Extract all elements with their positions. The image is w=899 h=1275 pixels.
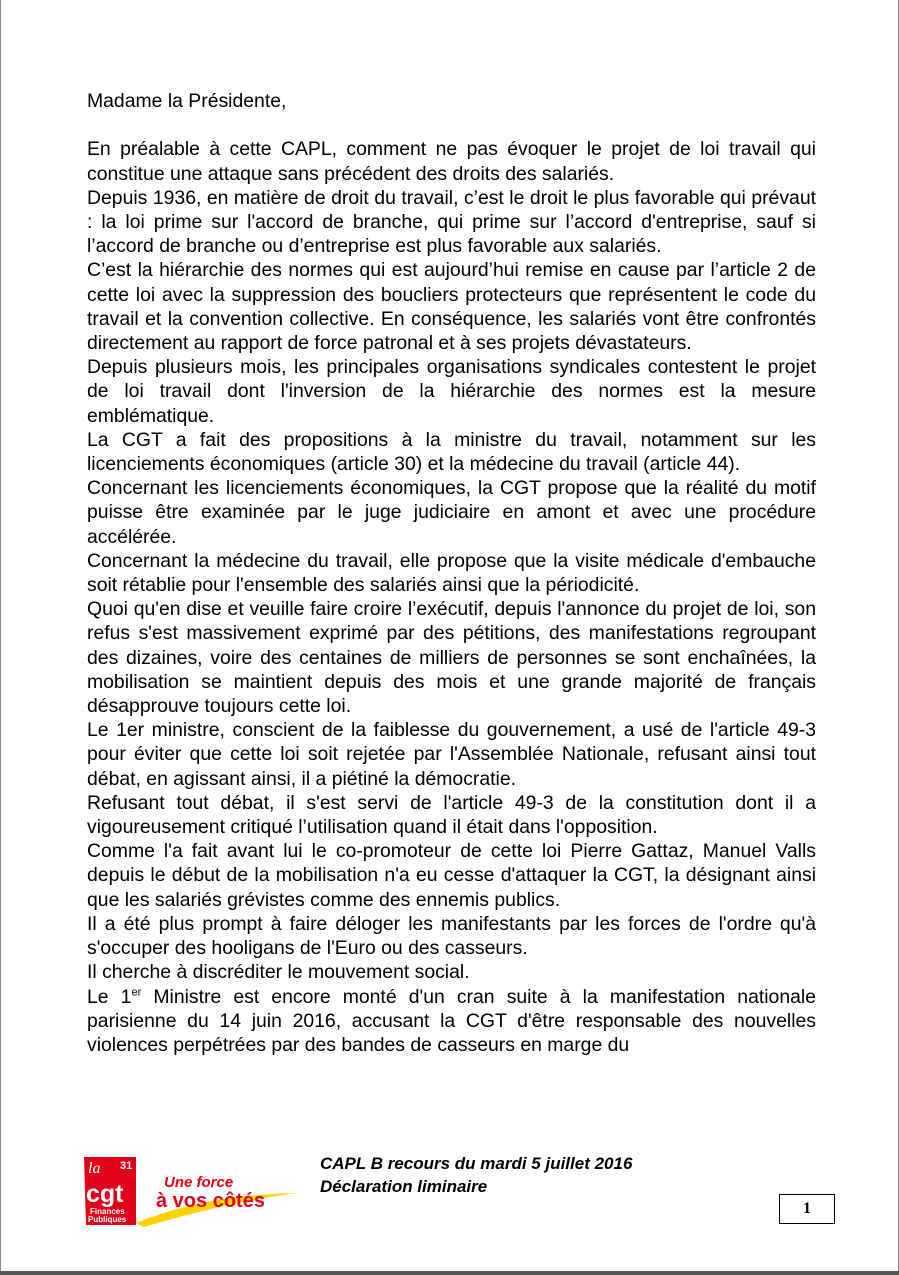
paragraph: Le 1er ministre, conscient de la faiblesse du gouvernement, a usé de l'article 49-3 pour éviter que cette loi soit rejetée par l'Assemblée Nationale, refusant ainsi tout débat, en agissant ainsi, il a piétiné la démocratie. xyxy=(87,719,816,790)
paragraph: C’est la hiérarchie des normes qui est aujourd’hui remise en cause par l’article 2 de cette loi avec la suppression des boucliers protecteurs que représentent le code du travail et la convention collective. En conséquence, les salariés vont être confrontés directement au rapport de force patronal et à ses projets dévastateurs. xyxy=(87,259,816,355)
logo-la: la xyxy=(88,1160,101,1177)
footer-caption-line1: CAPL B recours du mardi 5 juillet 2016 xyxy=(320,1154,633,1173)
paragraph: Il cherche à discréditer le mouvement social. xyxy=(87,961,470,984)
footer-caption-line2: Déclaration liminaire xyxy=(320,1177,488,1196)
paragraph: Refusant tout débat, il s'est servi de l'article 49-3 de la constitution dont il a vigoureusement critiqué l’utilisation quand il était dans l'opposition. xyxy=(87,791,816,839)
logo-slogan-2: à vos côtés xyxy=(156,1190,265,1212)
paragraph: Comme l'a fait avant lui le co-promoteur de cette loi Pierre Gattaz, Manuel Valls depuis le début de la mobilisation n'a eu cesse d'attaquer la CGT, la désignant ainsi que les salariés grévistes comme des ennemis publics. xyxy=(87,840,816,911)
salutation: Madame la Présidente, xyxy=(87,90,287,112)
paragraph: Depuis plusieurs mois, les principales organisations syndicales contestent le projet de loi travail dont l'inversion de la hiérarchie des normes est la mesure emblématique. xyxy=(87,356,816,427)
paragraph: Quoi qu'en dise et veuille faire croire l’exécutif, depuis l'annonce du projet de loi, son refus s'est massivement exprimé par des pétitions, des manifestations regroupant des dizaines, voire des centaines de milliers de personnes se sont enchaînées, la mobilisation se maintient depuis des mois et une grande majorité de français désapprouve toujours cette loi. xyxy=(87,598,816,718)
logo-slogan-1: Une force xyxy=(164,1174,234,1191)
paragraph: La CGT a fait des propositions à la ministre du travail, notamment sur les licenciements économiques (article 30) et la médecine du travail (article 44). xyxy=(87,428,816,476)
logo-cgt: cgt xyxy=(86,1180,124,1208)
page-edge-bottom xyxy=(0,1271,899,1275)
logo-department: 31 xyxy=(120,1160,133,1172)
paragraph: Concernant les licenciements économiques, la CGT propose que la réalité du motif puisse être examinée par le juge judiciaire en amont et avec une procédure accélérée. xyxy=(87,477,816,548)
paragraph: Depuis 1936, en matière de droit du travail, c’est le droit le plus favorable qui prévaut : la loi prime sur l'accord de branche, qui prime sur l’accord d'entreprise, sauf si l’accord de branche ou d’entreprise est plus favorable aux salariés. xyxy=(87,186,816,258)
cgt-logo xyxy=(84,1155,299,1227)
paragraph: Il a été plus prompt à faire déloger les manifestants par les forces de l'ordre qu'à s'occuper des hooligans de l'Euro ou des casseurs. xyxy=(87,912,816,960)
superscript-er: er xyxy=(131,986,142,999)
paragraph-last-prefix: Le 1 xyxy=(87,985,132,1008)
page-number: 1 xyxy=(779,1194,835,1224)
logo-subtitle-1: Finances xyxy=(90,1207,125,1216)
paragraph-last-text: Ministre est encore monté d'un cran suite à la manifestation nationale parisienne du 14 juin 2016, accusant la CGT d'être responsable des nouvelles violences perpétrées par des bandes de casseurs en marge du xyxy=(87,985,816,1056)
letter-body xyxy=(87,89,816,1057)
paragraph: Concernant la médecine du travail, elle propose que la visite médicale d'embauche soit rétablie pour l'ensemble des salariés ainsi que la périodicité. xyxy=(87,549,816,597)
paragraph: En préalable à cette CAPL, comment ne pas évoquer le projet de loi travail qui constitue une attaque sans précédent des droits des salariés. xyxy=(87,138,816,185)
page-edge-left xyxy=(0,0,1,1275)
footer-caption xyxy=(320,1152,632,1198)
logo-subtitle-2: Publiques xyxy=(88,1215,127,1224)
paragraph-last xyxy=(87,985,816,1058)
